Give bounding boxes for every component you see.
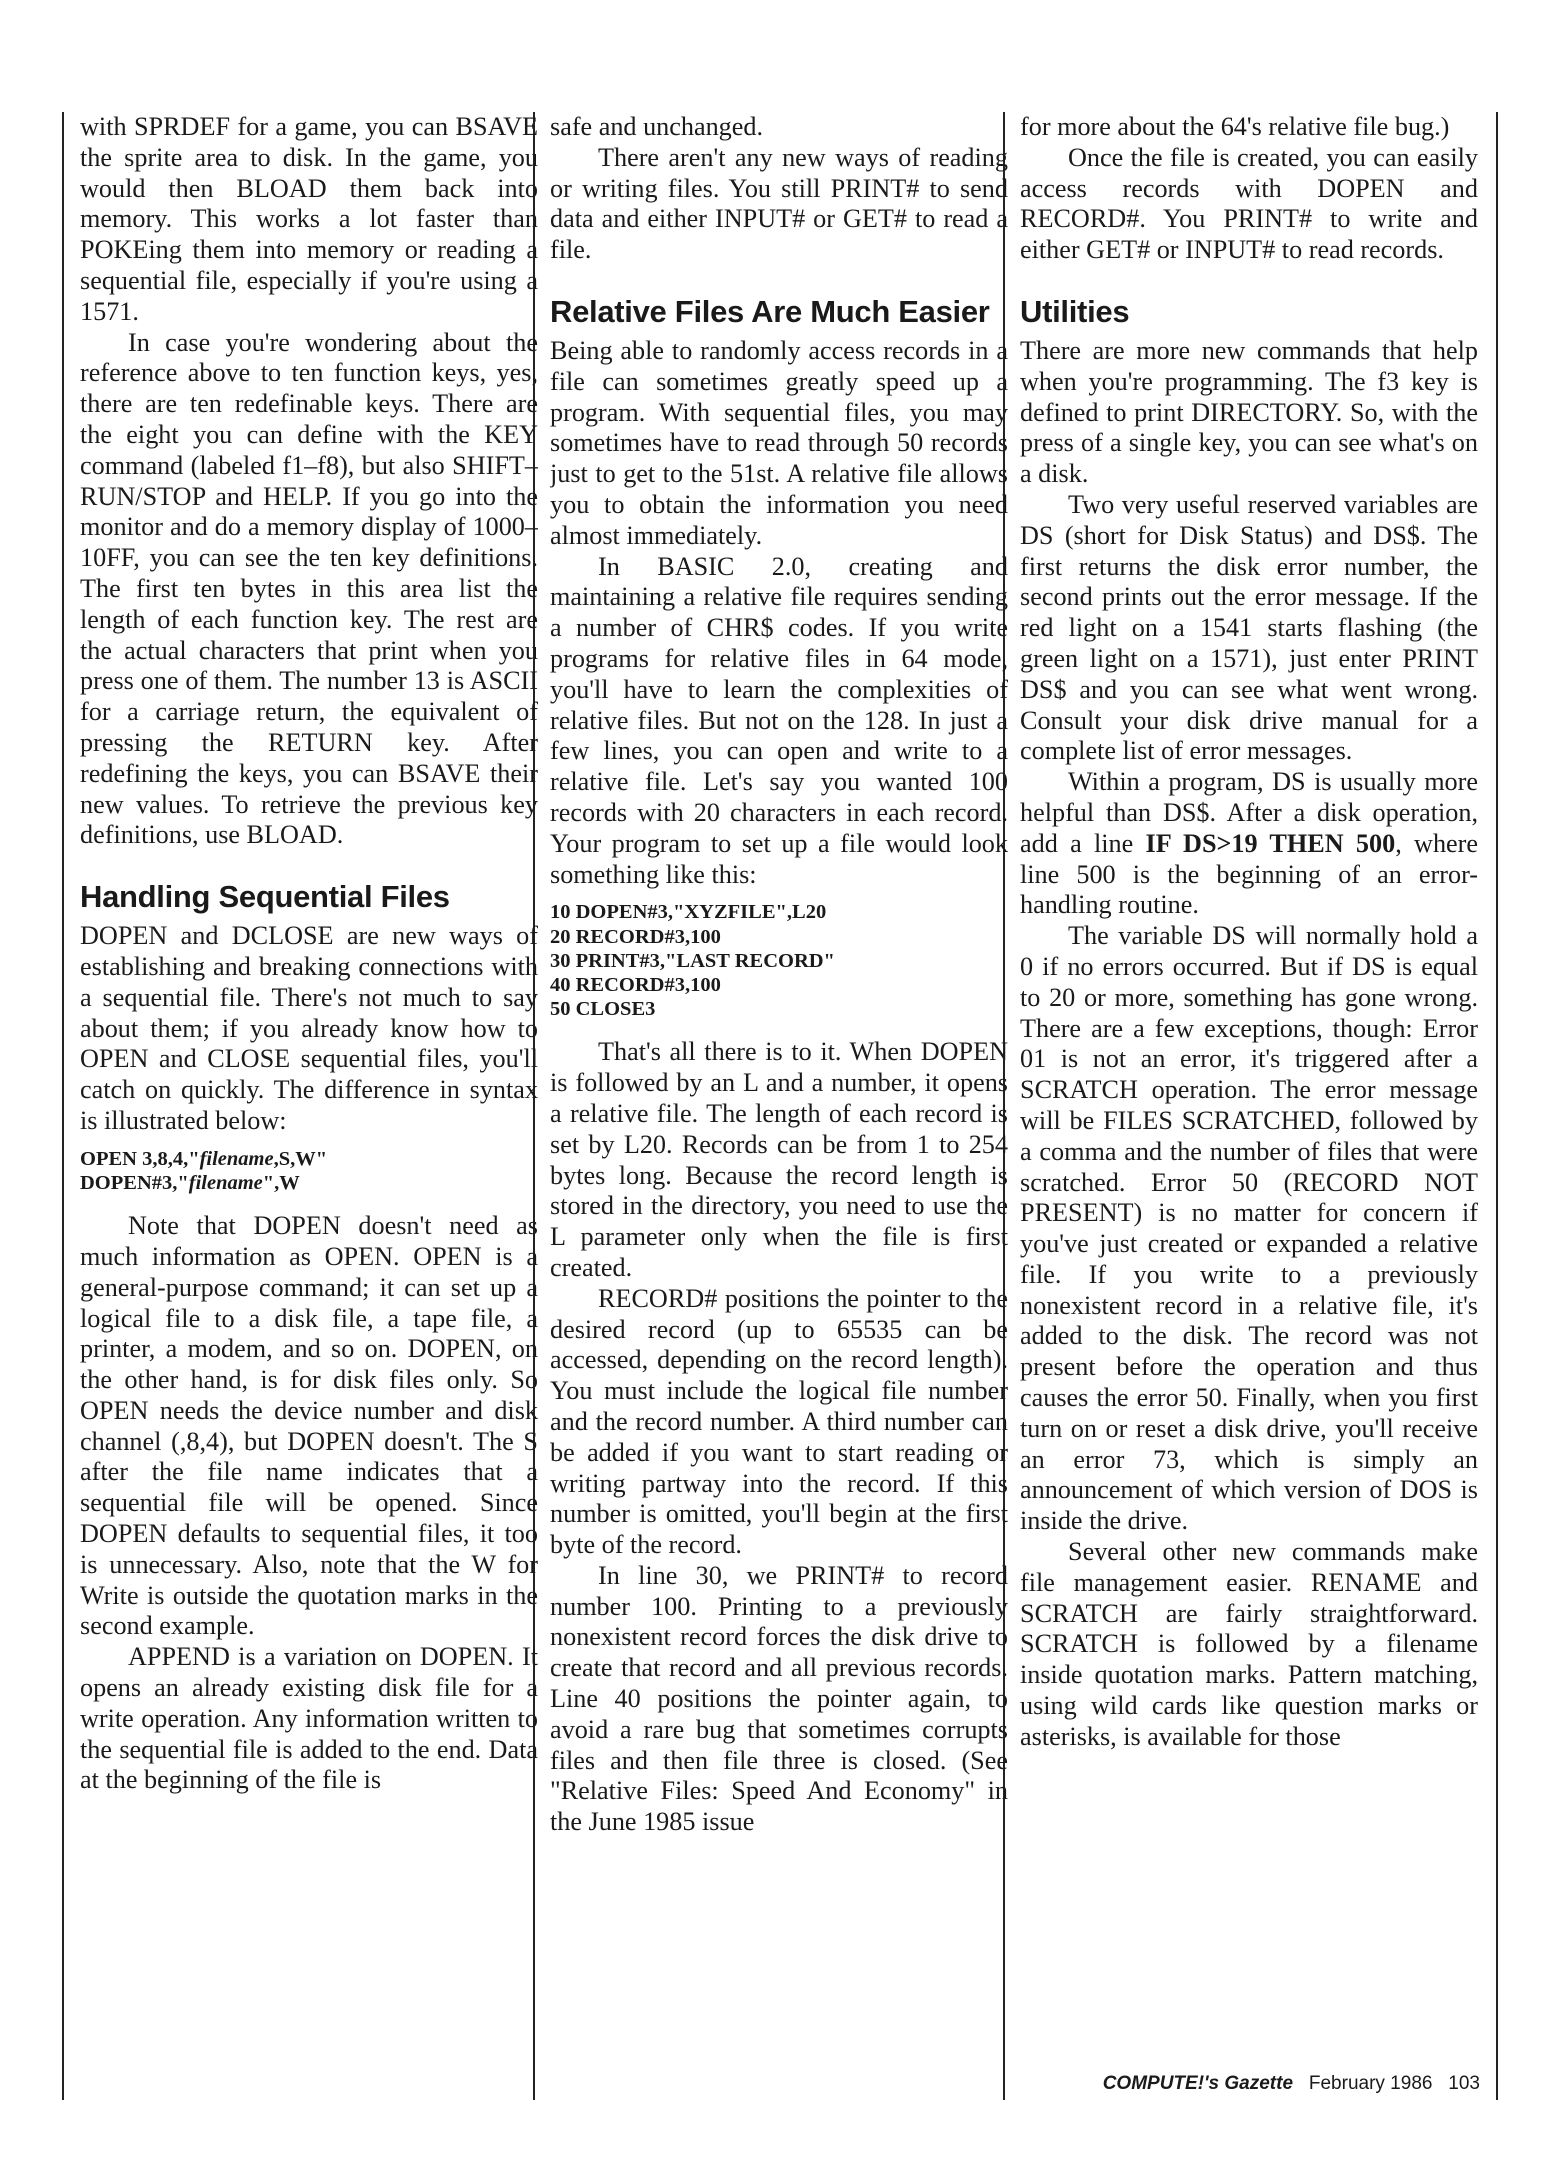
paragraph: The variable DS will normally hold a 0 if no errors occurred. But if DS is equal to 20 or more, something has gone wrong. There are a few exceptions, though: Error 01 is not an error, it's triggered after a SCRATCH operation. The error message will be FILES SCRATCHED, followed by a comma and the number of files that were scratched. Error 50 (RECORD NOT PRESENT) is no matter for concern if you've just created or expanded a relative file. If you write to a previously nonexistent record in a relative file, it's added to the disk. The record was not present before the operation and thus causes the error 50. Finally, when you first turn on or reset a disk drive, you'll receive an error 73, which is simply an announcement of which version of DOS is inside the drive. <box>1020 921 1478 1536</box>
code-placeholder: filename <box>188 1171 263 1194</box>
code-text: OPEN 3,8,4," <box>80 1147 200 1170</box>
paragraph <box>1020 767 1478 921</box>
column-rule <box>62 112 64 2100</box>
code-text: DOPEN#3," <box>80 1171 189 1194</box>
paragraph: APPEND is a variation on DOPEN. It opens an already existing disk file for a write operation. Any information written to the sequential file is added to the end. Data at the beginning of the file is <box>80 1642 538 1795</box>
page-footer <box>1050 2073 1480 2095</box>
paragraph: There aren't any new ways of reading or writing files. You still PRINT# to send data and either INPUT# or GET# to read a file. <box>550 142 1008 265</box>
paragraph: for more about the 64's relative file bug.) <box>1020 112 1450 141</box>
paragraph: safe and unchanged. <box>550 112 764 141</box>
paragraph: DOPEN and DCLOSE are new ways of establishing and breaking connections with a sequential file. There's not much to say about them; if you already know how to OPEN and CLOSE sequential files, you'll catch on quickly. The difference in syntax is illustrated below: <box>80 921 538 1135</box>
column-rule <box>1496 112 1498 2100</box>
code-placeholder: filename <box>199 1147 274 1170</box>
text-run: , where line 500 is the beginning of an error-handling routine. <box>1020 828 1478 920</box>
paragraph: with SPRDEF for a game, you can BSAVE the sprite area to disk. In the game, you would then BLOAD them back into memory. This works a lot faster than POKEing them into memory or reading a sequential file, especially if you're using a 1571. <box>80 112 538 326</box>
section-heading: Relative Files Are Much Easier <box>550 293 990 329</box>
code-line: 30 PRINT#3,"LAST RECORD" <box>550 949 835 972</box>
paragraph: In BASIC 2.0, creating and maintaining a relative file requires sending a number of CHR$ codes. If you write programs for relative files in 64 mode, you'll have to learn the complexities of relative files. But not on the 128. In just a few lines, you can open and write to a relative file. Let's say you wanted 100 records with 20 characters in each record. Your program to set up a file would look something like this: <box>550 551 1008 889</box>
code-line: 50 CLOSE3 <box>550 998 656 1021</box>
paragraph: Being able to randomly access records in a file can sometimes greatly speed up a program. With sequential files, you may sometimes have to read through 50 records just to get to the 51st. A relative file allows you to obtain the information you need almost immediately. <box>550 335 1008 550</box>
paragraph: RECORD# positions the pointer to the desired record (up to 65535 can be accessed, depending on the record length). You must include the logical file number and the record number. A third number can be added if you want to start reading or writing partway into the record. If this number is omitted, you'll begin at the first byte of the record. <box>550 1283 1008 1560</box>
section-heading: Utilities <box>1020 293 1130 329</box>
article-column-1 <box>80 112 538 2040</box>
inline-code: IF DS>19 THEN 500 <box>1145 828 1396 858</box>
paragraph: Once the file is created, you can easily access records with DOPEN and RECORD#. You PRINT# to write and either GET# or INPUT# to read records. <box>1020 142 1478 265</box>
paragraph: In line 30, we PRINT# to record number 100. Printing to a previously nonexistent record forces the disk drive to create that record and all previous records. Line 40 positions the pointer again, to avoid a rare bug that sometimes corrupts files and then file three is closed. (See "Relative Files: Speed And Economy" in the June 1985 issue <box>550 1560 1008 1837</box>
paragraph: Several other new commands make file management easier. RENAME and SCRATCH are fairly straightforward. SCRATCH is followed by a filename inside quotation marks. Pattern matching, using wild cards like question marks or asterisks, is available for those <box>1020 1537 1478 1751</box>
code-example <box>80 1147 538 1195</box>
article-column-3 <box>1020 112 1478 2040</box>
text-run: Within a program, DS is usually more helpful than DS$. After a disk operation, add a line <box>1020 767 1478 858</box>
paragraph: Note that DOPEN doesn't need as much information as OPEN. OPEN is a general-purpose command; it can set up a logical file to a disk file, a tape file, a printer, a modem, and so on. DOPEN, on the other hand, is for disk files only. So OPEN needs the device number and disk channel (,8,4), but DOPEN doesn't. The S after the file name indicates that a sequential file will be opened. Since DOPEN defaults to sequential files, it too is unnecessary. Also, note that the W for Write is outside the quotation marks in the second example. <box>80 1211 538 1641</box>
code-listing <box>550 900 1008 1021</box>
code-text: ",W <box>262 1171 300 1194</box>
code-text: ,S,W" <box>273 1147 328 1170</box>
code-line: 40 RECORD#3,100 <box>550 973 721 996</box>
page-number: 103 <box>1448 2073 1480 2094</box>
paragraph: That's all there is to it. When DOPEN is followed by an L and a number, it opens a relative file. The length of each record is set by L20. Records can be from 1 to 254 bytes long. Because the record length is stored in the directory, you need to use the L parameter only when the file is first created. <box>550 1037 1008 1282</box>
article-column-2 <box>550 112 1008 2040</box>
paragraph: There are more new commands that help when you're programming. The f3 key is defined to print DIRECTORY. So, with the press of a single key, you can see what's on a disk. <box>1020 335 1478 489</box>
section-heading: Handling Sequential Files <box>80 879 450 915</box>
magazine-name: COMPUTE!'s Gazette <box>1102 2073 1294 2094</box>
paragraph: In case you're wondering about the reference above to ten function keys, yes, there are ten redefinable keys. There are the eight you can define with the KEY command (labeled f1–f8), but also SHIFT–RUN/STOP and HELP. If you go into the monitor and do a memory display of 1000–10FF, you can see the ten key definitions. The first ten bytes in this area list the length of each function key. The rest are the actual characters that print when you press one of them. The number 13 is ASCII for a carriage return, the equivalent of pressing the RETURN key. After redefining the keys, you can BSAVE their new values. To retrieve the previous key definitions, use BLOAD. <box>80 327 538 850</box>
issue-date: February 1986 <box>1308 2073 1433 2094</box>
magazine-page <box>58 112 1498 2040</box>
code-line: 10 DOPEN#3,"XYZFILE",L20 <box>550 901 827 924</box>
paragraph: Two very useful reserved variables are DS (short for Disk Status) and DS$. The first returns the disk error number, the second prints out the error message. If the red light on a 1541 starts flashing (the green light on a 1571), just enter PRINT DS$ and you can see what went wrong. Consult your disk drive manual for a complete list of error messages. <box>1020 489 1478 766</box>
code-line: 20 RECORD#3,100 <box>550 925 721 948</box>
